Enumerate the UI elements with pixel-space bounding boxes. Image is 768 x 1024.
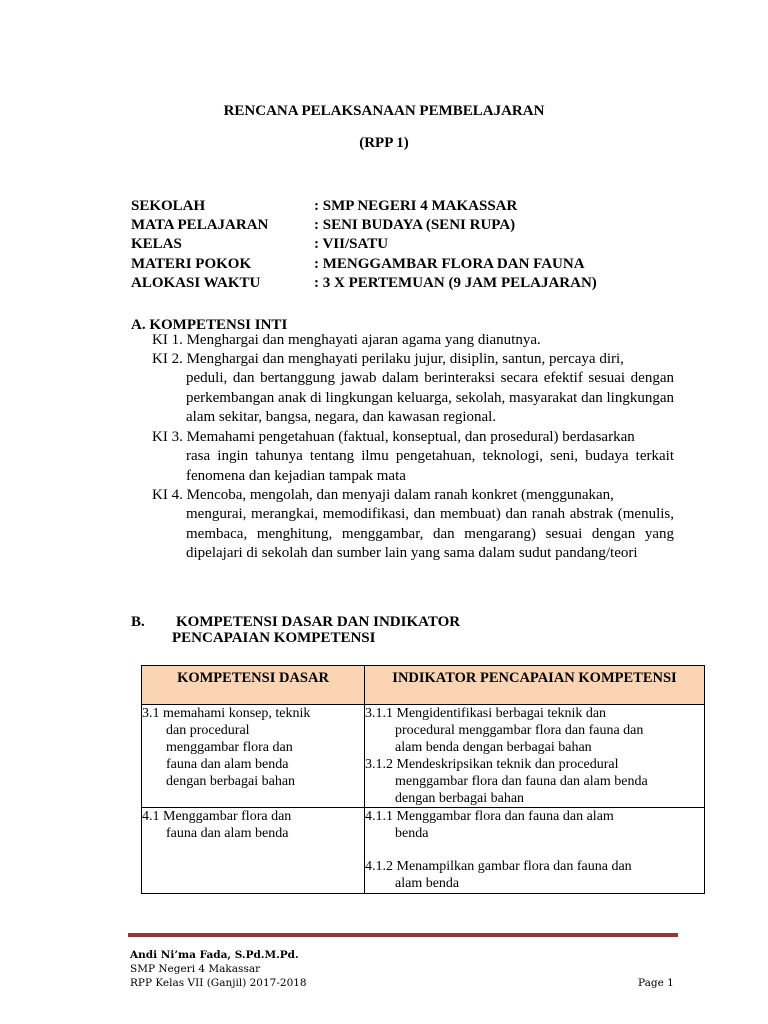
indicator-spacer	[365, 842, 704, 858]
kd-line: dan procedural	[166, 723, 250, 738]
competency-table	[141, 665, 705, 894]
kd-item	[142, 705, 364, 790]
kd-line: fauna dan alam benda	[166, 757, 289, 772]
ki-2-continuation: peduli, dan bertanggung jawab dalam berinteraksi secara efektif sesuai dengan perkembangan anak di lingkungan keluarga, sekolah, masyarakat dan lingkungan alam sekitar, bangsa, negara, dan kawasan regional.	[186, 370, 674, 426]
indicator-line: alam benda dengan berbagai bahan	[395, 740, 592, 755]
indicator-cell-3-1	[365, 705, 705, 808]
ki-2	[152, 350, 674, 428]
section-b-letter: B.	[131, 614, 145, 630]
ki-4	[152, 486, 674, 564]
meta-label-mata-pelajaran: MATA PELAJARAN	[131, 217, 269, 233]
table-row	[142, 808, 705, 894]
meta-value-alokasi-waktu: : 3 X PERTEMUAN (9 JAM PELAJARAN)	[314, 275, 597, 291]
section-a-heading: A. KOMPETENSI INTI	[131, 317, 288, 333]
indicator-item	[365, 808, 704, 842]
indicator-line: procedural menggambar flora dan fauna dan	[395, 723, 644, 738]
ki-1	[152, 331, 674, 350]
section-b-heading-line1: KOMPETENSI DASAR DAN INDIKATOR	[176, 614, 461, 630]
ki-2-first-line: KI 2. Menghargai dan menghayati perilaku jujur, disiplin, santun, percaya diri,	[152, 351, 624, 367]
kd-cell-4-1	[142, 808, 365, 894]
indicator-line: benda	[395, 826, 429, 841]
table-row	[142, 705, 705, 808]
kd-line: dengan berbagai bahan	[166, 774, 296, 789]
indicator-item	[365, 705, 704, 756]
meta-label-materi-pokok: MATERI POKOK	[131, 256, 252, 272]
indicator-line: menggambar flora dan fauna dan alam benda	[395, 774, 648, 789]
ki-3-first-line: KI 3. Memahami pengetahuan (faktual, konseptual, dan prosedural) berdasarkan	[152, 429, 635, 445]
meta-value-kelas: : VII/SATU	[314, 236, 389, 252]
header-indikator: INDIKATOR PENCAPAIAN KOMPETENSI	[365, 666, 705, 705]
meta-value-mata-pelajaran: : SENI BUDAYA (SENI RUPA)	[314, 217, 516, 233]
indicator-cell-4-1	[365, 808, 705, 894]
ki-3	[152, 428, 674, 486]
page-number: Page 1	[638, 977, 674, 989]
footer-author: Andi Ni’ma Fada, S.Pd.M.Pd.	[130, 949, 299, 961]
ki-3-continuation: rasa ingin tahunya tentang ilmu pengetahuan, teknologi, seni, budaya terkait fenomena dan kejadian tampak mata	[186, 448, 674, 484]
meta-value-materi-pokok: : MENGGAMBAR FLORA DAN FAUNA	[314, 256, 585, 272]
footer-course: RPP Kelas VII (Ganjil) 2017-2018	[130, 977, 307, 989]
kd-line: menggambar flora dan	[166, 740, 293, 755]
indicator-item	[365, 756, 704, 807]
kd-head: 3.1 memahami konsep, teknik	[142, 706, 311, 721]
indicator-head: 3.1.2 Mendeskripsikan teknik dan procedural	[365, 757, 619, 772]
indicator-head: 3.1.1 Mengidentifikasi berbagai teknik dan	[365, 706, 607, 721]
table-header-row	[142, 666, 705, 705]
ki-4-first-line: KI 4. Mencoba, mengolah, dan menyaji dalam ranah konkret (menggunakan,	[152, 487, 614, 503]
indicator-line: dengan berbagai bahan	[395, 791, 525, 806]
kd-item	[142, 808, 364, 842]
kd-cell-3-1	[142, 705, 365, 808]
ki-4-continuation: mengurai, merangkai, memodifikasi, dan membuat) dan ranah abstrak (menulis, membaca, menghitung, menggambar, dan mengarang) sesuai dengan yang dipelajari di sekolah dan sumber lain yang sama dalam sudut pandang/teori	[186, 506, 674, 562]
footer-school: SMP Negeri 4 Makassar	[130, 963, 261, 975]
meta-value-sekolah: : SMP NEGERI 4 MAKASSAR	[314, 198, 518, 214]
ki-1-text: KI 1. Menghargai dan menghayati ajaran agama yang dianutnya.	[152, 332, 541, 348]
kd-head: 4.1 Menggambar flora dan	[142, 809, 292, 824]
footer-rule	[128, 933, 678, 937]
indicator-head: 4.1.1 Menggambar flora dan fauna dan alam	[365, 809, 614, 824]
meta-label-sekolah: SEKOLAH	[131, 198, 206, 214]
indicator-line: alam benda	[395, 876, 460, 891]
section-b-heading-line2: PENCAPAIAN KOMPETENSI	[172, 630, 376, 646]
document-subtitle: (RPP 1)	[359, 135, 409, 151]
meta-label-alokasi-waktu: ALOKASI WAKTU	[131, 275, 261, 291]
indicator-head: 4.1.2 Menampilkan gambar flora dan fauna dan	[365, 859, 632, 874]
meta-label-kelas: KELAS	[131, 236, 182, 252]
kd-line: fauna dan alam benda	[166, 826, 289, 841]
header-kompetensi-dasar: KOMPETENSI DASAR	[142, 666, 365, 705]
document-title: RENCANA PELAKSANAAN PEMBELAJARAN	[223, 103, 545, 119]
indicator-item	[365, 858, 704, 892]
